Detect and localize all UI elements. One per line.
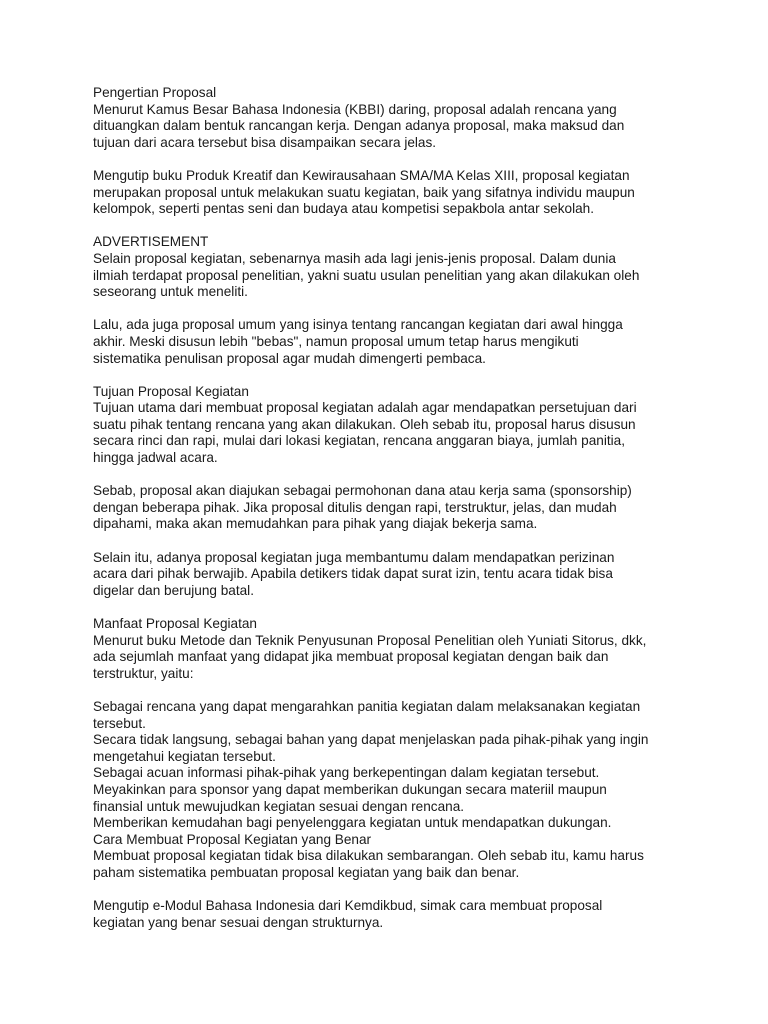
text-line: hingga jadwal acara. — [93, 450, 218, 466]
text-line: Lalu, ada juga proposal umum yang isinya tentang rancangan kegiatan dari awal hingga — [93, 317, 623, 333]
text-line: Mengutip e-Modul Bahasa Indonesia dari Kemdikbud, simak cara membuat proposal — [93, 898, 603, 914]
paragraph-gap — [93, 599, 713, 616]
text-line: Pengertian Proposal — [93, 85, 217, 100]
text-line: digelar dan berujung batal. — [93, 582, 254, 598]
paragraph — [93, 483, 713, 533]
text-line: Tujuan Proposal Kegiatan — [93, 383, 249, 399]
text-line: Selain proposal kegiatan, sebenarnya masih ada lagi jenis-jenis proposal. Dalam dunia — [93, 250, 616, 266]
text-line: tujuan dari acara tersebut bisa disampaikan secara jelas. — [93, 134, 437, 150]
text-line: ilmiah terdapat proposal penelitian, yakni suatu usulan penelitian yang akan dilakukan oleh — [93, 267, 640, 283]
paragraph-gap — [93, 151, 713, 168]
text-line: finansial untuk mewujudkan kegiatan sesuai dengan rencana. — [93, 798, 465, 814]
text-line: paham sistematika pembuatan proposal kegiatan yang baik dan benar. — [93, 864, 520, 880]
text-line: Menurut Kamus Besar Bahasa Indonesia (KBBI) daring, proposal adalah rencana yang — [93, 101, 617, 117]
paragraph — [93, 550, 713, 600]
text-line: tersebut. — [93, 715, 146, 731]
text-line: dengan beberapa pihak. Jika proposal ditulis dengan rapi, terstruktur, jelas, dan mudah — [93, 499, 617, 515]
paragraph — [93, 317, 713, 367]
text-line: Memberikan kemudahan bagi penyelenggara kegiatan untuk mendapatkan dukungan. — [93, 815, 612, 831]
text-line: acara dari pihak berwajib. Apabila detikers tidak dapat surat izin, tentu acara tidak bisa — [93, 566, 613, 582]
text-line: ada sejumlah manfaat yang didapat jika membuat proposal kegiatan dengan baik dan — [93, 649, 609, 665]
text-line: Sebagai acuan informasi pihak-pihak yang berkepentingan dalam kegiatan tersebut. — [93, 765, 600, 781]
text-line: Tujuan utama dari membuat proposal kegiatan adalah agar mendapatkan persetujuan dari — [93, 400, 637, 416]
text-line: dituangkan dalam bentuk rancangan kerja. Dengan adanya proposal, maka maksud dan — [93, 118, 625, 134]
text-line: ADVERTISEMENT — [93, 234, 209, 250]
paragraph — [93, 168, 713, 218]
text-line: Membuat proposal kegiatan tidak bisa dilakukan sembarangan. Oleh sebab itu, kamu harus — [93, 848, 644, 864]
paragraph-gap — [93, 367, 713, 384]
text-line: Manfaat Proposal Kegiatan — [93, 616, 257, 631]
text-line: Sebab, proposal akan diajukan sebagai permohonan dana atau kerja sama (sponsorship) — [93, 483, 632, 499]
text-line: terstruktur, yaitu: — [93, 665, 194, 681]
document-page — [93, 85, 713, 931]
text-line: secara rinci dan rapi, mulai dari lokasi kegiatan, rencana anggaran biaya, jumlah panitia, — [93, 433, 625, 449]
paragraph-gap — [93, 467, 713, 484]
text-line: mengetahui kegiatan tersebut. — [93, 748, 276, 764]
paragraph — [93, 85, 713, 151]
paragraph-gap — [93, 533, 713, 550]
text-line: Menurut buku Metode dan Teknik Penyusunan Proposal Penelitian oleh Yuniati Sitorus, dkk, — [93, 632, 647, 648]
text-line: Sebagai rencana yang dapat mengarahkan panitia kegiatan dalam melaksanakan kegiatan — [93, 698, 641, 714]
paragraph-gap — [93, 882, 713, 899]
text-line: Mengutip buku Produk Kreatif dan Kewirausahaan SMA/MA Kelas XIII, proposal kegiatan — [93, 167, 630, 183]
text-line: Meyakinkan para sponsor yang dapat memberikan dukungan secara materiil maupun — [93, 781, 607, 797]
text-line: Cara Membuat Proposal Kegiatan yang Benar — [93, 831, 372, 847]
text-line: kelompok, seperti pentas seni dan budaya atau kompetisi sepakbola antar sekolah. — [93, 201, 595, 217]
text-line: dipahami, maka akan memudahkan para pihak yang diajak bekerja sama. — [93, 516, 538, 532]
text-line: Secara tidak langsung, sebagai bahan yang dapat menjelaskan pada pihak-pihak yang ingin — [93, 732, 649, 748]
paragraph-gap — [93, 682, 713, 699]
text-line: akhir. Meski disusun lebih "bebas", namun proposal umum tetap harus mengikuti — [93, 333, 579, 349]
paragraph-gap — [93, 218, 713, 235]
text-line: Selain itu, adanya proposal kegiatan juga membantumu dalam mendapatkan perizinan — [93, 549, 615, 565]
text-line: kegiatan yang benar sesuai dengan strukturnya. — [93, 914, 384, 930]
paragraph — [93, 384, 713, 467]
paragraph-gap — [93, 301, 713, 318]
text-line: seseorang untuk meneliti. — [93, 284, 248, 300]
paragraph — [93, 898, 713, 931]
text-line: merupakan proposal untuk melakukan suatu kegiatan, baik yang sifatnya individu maupun — [93, 184, 635, 200]
paragraph — [93, 699, 713, 882]
paragraph — [93, 234, 713, 300]
paragraph — [93, 616, 713, 682]
text-line: sistematika penulisan proposal agar mudah dimengerti pembaca. — [93, 350, 486, 366]
text-line: suatu pihak tentang rencana yang akan dilakukan. Oleh sebab itu, proposal harus disusun — [93, 416, 636, 432]
